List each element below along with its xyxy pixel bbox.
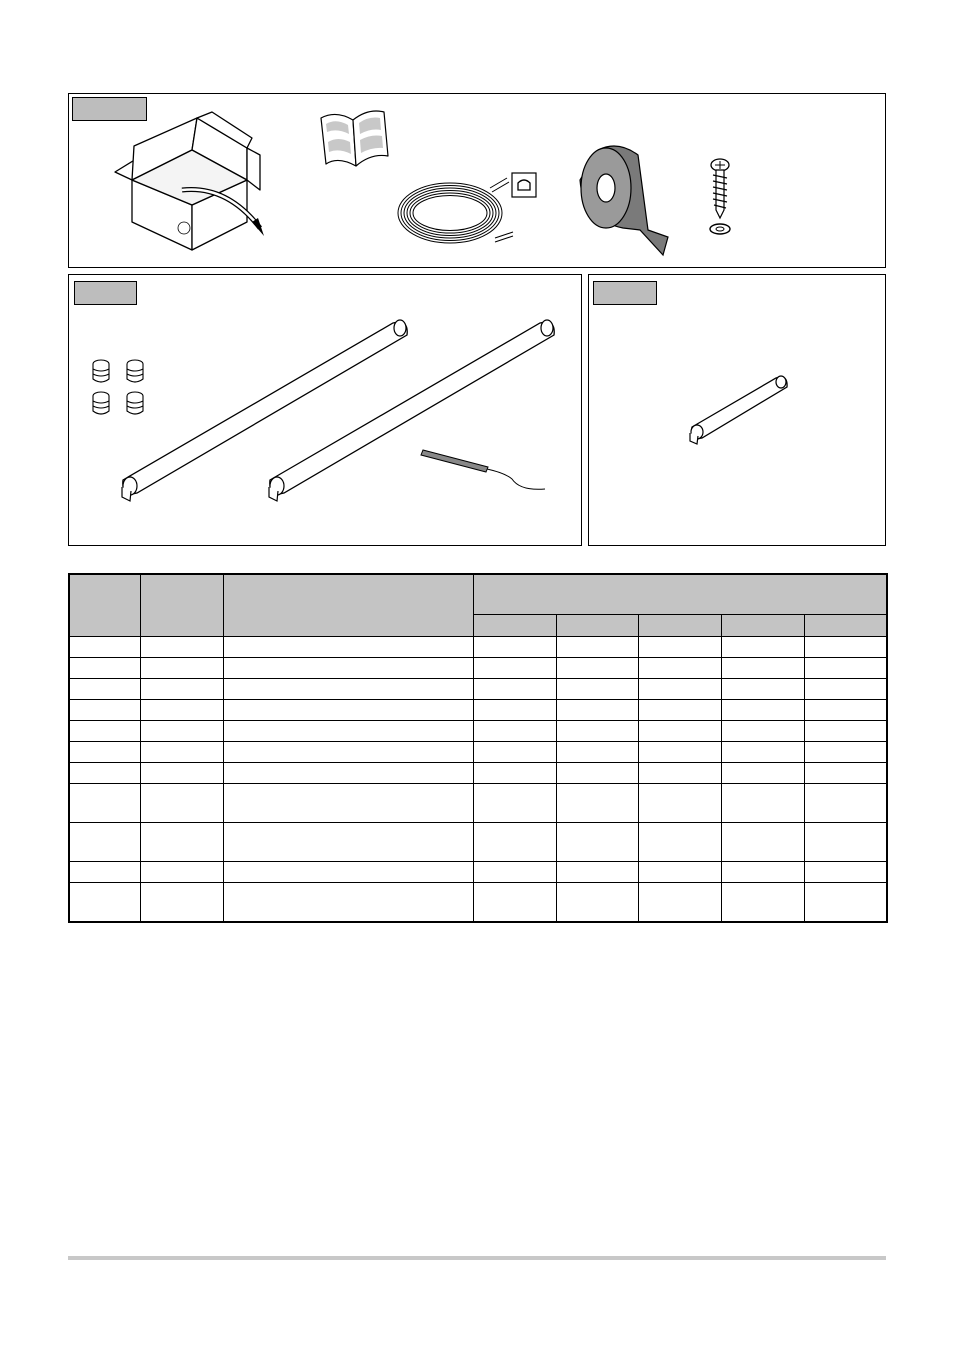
table-cell [804,762,887,783]
table-cell [556,762,638,783]
table-cell [69,882,140,922]
table-cell [556,657,638,678]
table-cell [140,678,223,699]
table-cell [69,699,140,720]
parts-table [68,573,888,923]
table-cell [140,699,223,720]
column-header [721,614,804,636]
table-cell [721,822,804,861]
table-cell [140,822,223,861]
table-cell [804,657,887,678]
column-header [638,614,721,636]
table-cell [140,657,223,678]
table-cell [556,882,638,922]
column-header [473,614,556,636]
table-cell [721,657,804,678]
table-cell [638,657,721,678]
table-cell [721,636,804,657]
table-row [69,882,887,922]
table-cell [638,861,721,882]
footer-divider [68,1256,886,1260]
table-cell [804,822,887,861]
table-cell [721,699,804,720]
table-cell [721,741,804,762]
table-cell [638,783,721,822]
panel-tag [593,281,657,305]
table-cell [638,720,721,741]
table-row [69,699,887,720]
table-cell [556,699,638,720]
table-cell [223,762,473,783]
table-cell [223,636,473,657]
table-cell [804,741,887,762]
table-cell [140,741,223,762]
table-cell [721,762,804,783]
table-cell [140,783,223,822]
table-cell [473,783,556,822]
table-cell [473,720,556,741]
table-cell [556,741,638,762]
table-row [69,741,887,762]
table-cell [69,741,140,762]
table-cell [69,762,140,783]
table-cell [473,741,556,762]
table-cell [69,720,140,741]
cable-icon [420,445,550,495]
table-cell [473,882,556,922]
table-cell [69,861,140,882]
box-icon [112,110,272,250]
table-cell [721,882,804,922]
group-header [473,574,887,614]
table-cell [69,678,140,699]
table-cell [140,882,223,922]
manual-icon [316,108,391,173]
table-cell [638,762,721,783]
table-row [69,720,887,741]
table-cell [223,822,473,861]
table-cell [140,762,223,783]
short-insulated-pipe-icon [684,370,794,450]
table-cell [556,678,638,699]
table-cell [69,657,140,678]
table-cell [473,636,556,657]
table-cell [721,783,804,822]
table-row [69,783,887,822]
table-cell [804,636,887,657]
table-cell [223,741,473,762]
tape-roll-icon [578,140,678,260]
table-cell [223,678,473,699]
table-row [69,861,887,882]
table-row [69,636,887,657]
table-cell [223,882,473,922]
table-cell [638,741,721,762]
table-cell [638,636,721,657]
column-header [140,574,223,636]
table-cell [556,636,638,657]
table-cell [223,657,473,678]
table-cell [804,861,887,882]
table-cell [473,861,556,882]
table-cell [140,636,223,657]
panel-tag [74,281,137,305]
table-cell [556,720,638,741]
table-cell [556,861,638,882]
table-cell [473,762,556,783]
table-cell [804,720,887,741]
table-row [69,822,887,861]
table-cell [69,822,140,861]
drain-hose-coil-icon [395,168,545,258]
table-row [69,657,887,678]
table-cell [140,720,223,741]
table-cell [638,678,721,699]
table-cell [638,882,721,922]
table-cell [140,861,223,882]
table-cell [556,822,638,861]
table-cell [69,636,140,657]
table-cell [556,783,638,822]
table-cell [223,699,473,720]
table-cell [804,699,887,720]
table-cell [473,657,556,678]
column-header [804,614,887,636]
table-cell [804,783,887,822]
screw-washer-icon [702,158,742,240]
column-header [556,614,638,636]
table-cell [223,720,473,741]
table-cell [473,678,556,699]
table-row [69,762,887,783]
table-cell [804,882,887,922]
table-cell [638,699,721,720]
table-cell [721,720,804,741]
table-row [69,678,887,699]
table-cell [69,783,140,822]
column-header [69,574,140,636]
table-cell [721,678,804,699]
table-cell [473,822,556,861]
table-cell [804,678,887,699]
table-cell [223,861,473,882]
table-cell [223,783,473,822]
table-cell [638,822,721,861]
table-cell [473,699,556,720]
table-cell [721,861,804,882]
column-header [223,574,473,636]
